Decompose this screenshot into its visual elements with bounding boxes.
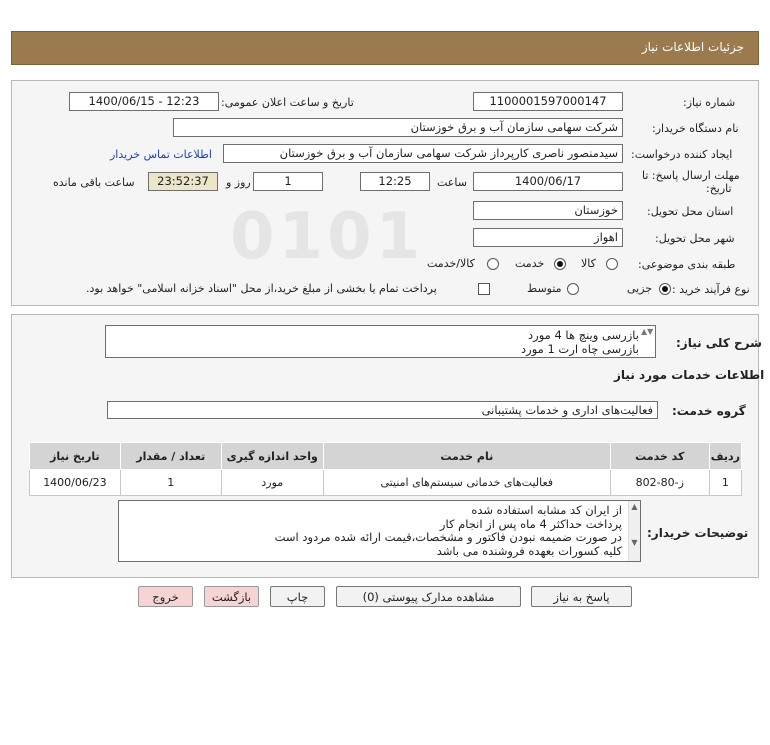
- cell-row: 1: [709, 470, 741, 496]
- buyer-notes-scrollbar[interactable]: ▲ ▼: [628, 501, 640, 561]
- col-name: نام خدمت: [323, 443, 610, 470]
- city-label: شهر محل تحویل:: [655, 232, 735, 245]
- service-group-field: فعالیت‌های اداری و خدمات پشتیبانی: [107, 401, 658, 419]
- table-header-row: [30, 443, 742, 470]
- province-field: خوزستان: [473, 201, 623, 220]
- deadline-date-field: 1400/06/17: [473, 172, 623, 191]
- buyer-note-line: از ایران کد مشابه استفاده شده: [471, 503, 622, 517]
- buyer-note-line: پرداخت حداکثر 4 ماه پس از انجام کار: [439, 516, 622, 531]
- page-title: جزئیات اطلاعات نیاز: [641, 40, 744, 54]
- category-option-goods-service: کالا/خدمت: [427, 257, 475, 270]
- col-date: تاریخ نیاز: [30, 443, 121, 470]
- service-group-label: گروه خدمت:: [672, 404, 746, 418]
- category-radio-goods[interactable]: [606, 258, 618, 270]
- deadline-time-field: 12:25: [360, 172, 430, 191]
- reply-button[interactable]: پاسخ به نیاز: [531, 586, 632, 607]
- summary-line: بازرسی چاه ارت 1 مورد: [521, 342, 639, 356]
- category-option-service: خدمت: [515, 257, 545, 270]
- table-row[interactable]: [30, 470, 742, 496]
- page-header: [11, 31, 759, 65]
- city-field: اهواز: [473, 228, 623, 247]
- cell-code: ز-80-802: [610, 470, 709, 496]
- cell-qty: 1: [120, 470, 221, 496]
- cell-date: 1400/06/23: [30, 470, 121, 496]
- purchase-type-label: نوع فرآیند خرید :: [672, 283, 750, 296]
- summary-scroll-icon[interactable]: ▲▼: [641, 327, 654, 336]
- days-field: 1: [253, 172, 323, 191]
- category-option-goods: کالا: [581, 257, 596, 270]
- services-table: [29, 442, 742, 496]
- creator-label: ایجاد کننده درخواست:: [631, 148, 733, 161]
- remaining-time-field: 23:52:37: [148, 172, 218, 191]
- summary-label: شرح کلی نیاز:: [676, 336, 762, 350]
- announce-label: تاریخ و ساعت اعلان عمومی:: [221, 96, 354, 109]
- purchase-option-medium: متوسط: [527, 282, 562, 295]
- col-unit: واحد اندازه گیری: [221, 443, 323, 470]
- services-title: اطلاعات خدمات مورد نیاز: [614, 368, 765, 382]
- purchase-radio-minor[interactable]: [659, 283, 671, 295]
- treasury-checkbox[interactable]: [478, 283, 490, 295]
- buyer-notes-label: توضیحات خریدار:: [647, 526, 749, 540]
- cell-name: فعالیت‌های خدماتی سیستم‌های امنیتی: [323, 470, 610, 496]
- category-label: طبقه بندی موضوعی:: [638, 258, 736, 271]
- exit-button[interactable]: خروج: [138, 586, 193, 607]
- days-label: روز و: [226, 176, 251, 189]
- back-button[interactable]: بازگشت: [204, 586, 259, 607]
- summary-box: [105, 325, 656, 358]
- watermark: 0101: [230, 200, 425, 274]
- print-button[interactable]: چاپ: [270, 586, 325, 607]
- category-radio-goods-service[interactable]: [487, 258, 499, 270]
- cell-unit: مورد: [221, 470, 323, 496]
- remaining-label: ساعت باقی مانده: [53, 176, 135, 189]
- buyer-org-field: شرکت سهامی سازمان آب و برق خوزستان: [173, 118, 623, 137]
- attachments-button[interactable]: مشاهده مدارک پیوستی (0): [336, 586, 521, 607]
- creator-field: سیدمنصور ناصری کارپرداز شرکت سهامی سازمان آب و برق خوزستان: [223, 144, 623, 163]
- need-number-field: 1100001597000147: [473, 92, 623, 111]
- buyer-note-line: در صورت ضمیمه نبودن فاکتور و مشخصات،قیمت ارائه شده مردود است: [274, 530, 622, 544]
- time-label: ساعت: [437, 176, 467, 189]
- announce-field: 1400/06/15 - 12:23: [69, 92, 219, 111]
- buyer-notes-box: [118, 500, 641, 562]
- deadline-label-2: تاریخ:: [706, 182, 732, 195]
- summary-line: بازرسی وینچ ها 4 مورد: [528, 328, 639, 342]
- buyer-org-label: نام دستگاه خریدار:: [652, 122, 739, 135]
- category-radio-service[interactable]: [554, 258, 566, 270]
- deadline-label: مهلت ارسال پاسخ: تا: [642, 169, 740, 182]
- need-number-label: شماره نیاز:: [683, 96, 736, 109]
- purchase-radio-medium[interactable]: [567, 283, 579, 295]
- col-code: کد خدمت: [610, 443, 709, 470]
- col-qty: تعداد / مقدار: [120, 443, 221, 470]
- province-label: استان محل تحویل:: [647, 205, 734, 218]
- treasury-note: پرداخت تمام یا بخشی از مبلغ خرید،از محل "اسناد خزانه اسلامی" خواهد بود.: [86, 282, 437, 295]
- buyer-note-line: کلیه کسورات بعهده فروشنده می باشد: [436, 543, 622, 558]
- contact-buyer-link[interactable]: اطلاعات تماس خریدار: [110, 148, 212, 161]
- purchase-option-minor: جزیی: [627, 282, 653, 295]
- col-row: ردیف: [709, 443, 741, 470]
